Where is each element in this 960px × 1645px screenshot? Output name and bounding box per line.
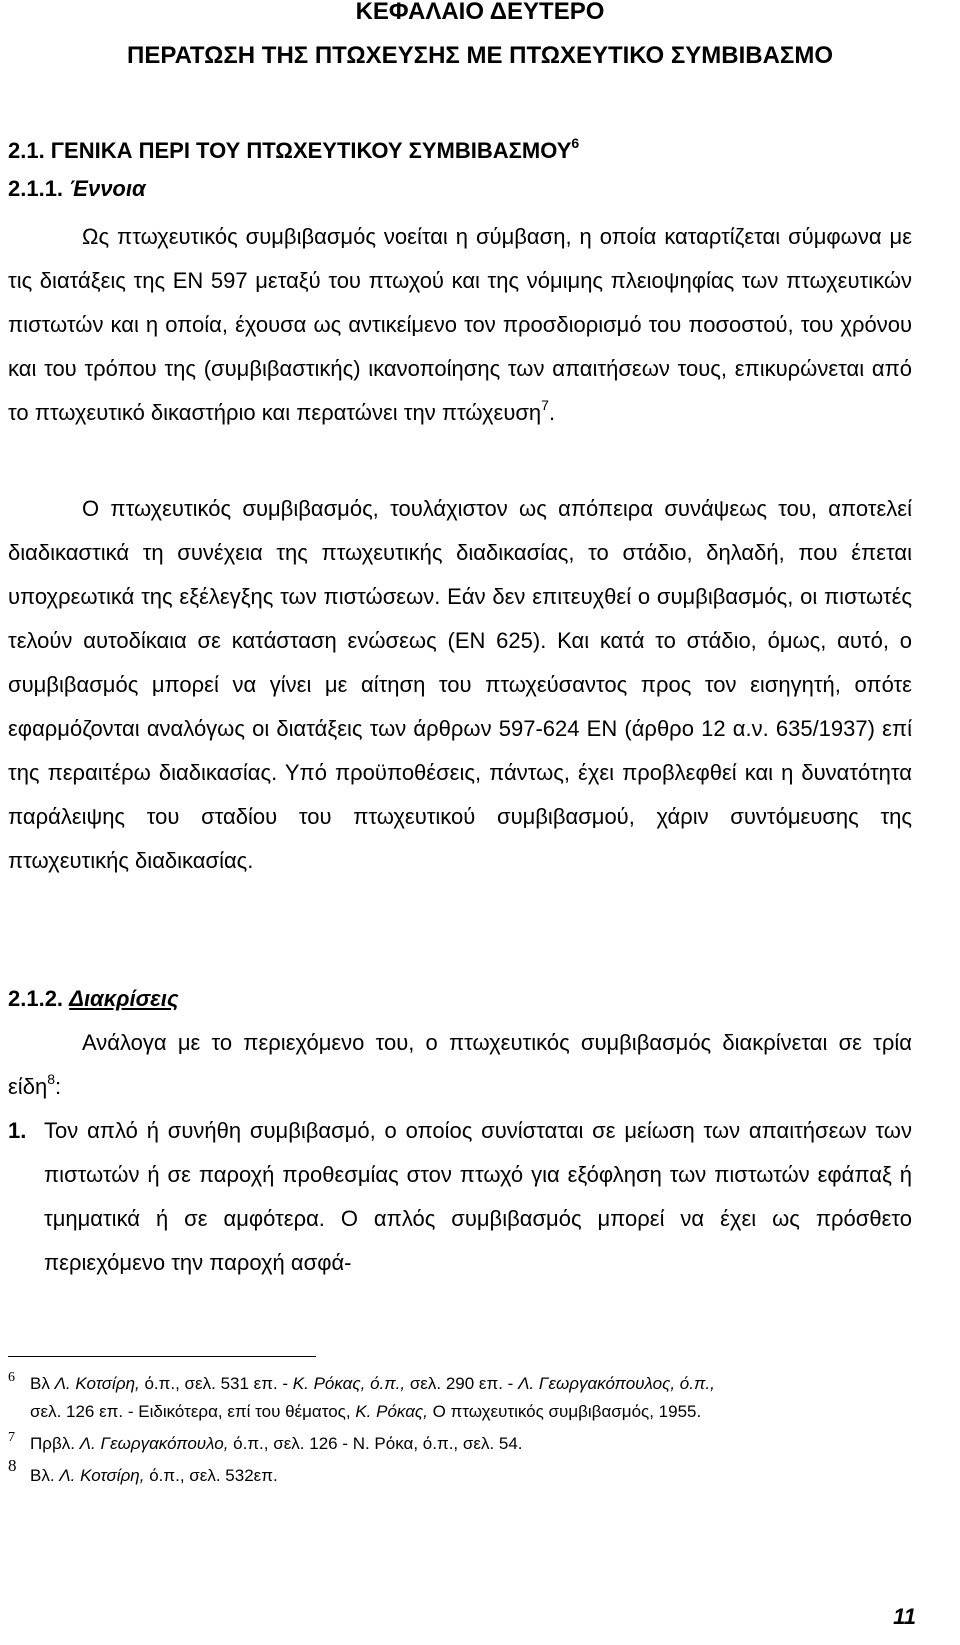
footnote-ref-7: 7 bbox=[541, 397, 549, 413]
footnote-ref-6: 6 bbox=[571, 135, 580, 151]
section-2-1-2-number: 2.1.2. bbox=[8, 986, 64, 1011]
footnote-6-line-1 bbox=[30, 1372, 715, 1396]
footnote-7-author: Λ. Γεωργακόπουλο, bbox=[79, 1434, 229, 1453]
paragraph-procedure-text: Ο πτωχευτικός συμβιβασμός, τουλάχιστον ως απόπειρα συνάψεως του, αποτελεί διαδικαστικά τη συνέχεια της πτωχευτικής διαδικασίας, το στάδιο, δηλαδή, που έπεται υποχρεωτικά της εξέλεγξης των πιστώσεων. Εάν δεν επιτευχθεί ο συμβιβασμός, οι πιστωτές τελούν αυτοδίκαια σε κατάσταση ενώσεως (ΕΝ 625). Και κατά το στάδιο, όμως, αυτό, ο συμβιβασμός μπορεί να γίνει με αίτηση του πτωχεύσαντος προς τον εισηγητή, οπότε εφαρμόζονται αναλόγως οι διατάξεις των άρθρων 597-624 ΕΝ (άρθρο 12 α.ν. 635/1937) επί της περαιτέρω διαδικασίας. Υπό προϋποθέσεις, πάντως, έχει προβλεφθεί και η δυνατότητα παράλειψης του σταδίου του πτωχευτικού συμβιβασμού, χάριν συντόμευσης της πτωχευτικής διαδικασίας. bbox=[8, 496, 912, 873]
paragraph-distinctions: Ανάλογα με το περιεχόμενο του, ο πτωχευτικός συμβιβασμός διακρίνεται σε τρία είδη$^8$: bbox=[8, 1030, 912, 1099]
paragraph-distinctions-text: Ανάλογα με το περιεχόμενο του, ο πτωχευτικός συμβιβασμός διακρίνεται σε τρία είδη bbox=[8, 1030, 912, 1099]
footnote-ref-8: 8 bbox=[47, 1071, 55, 1087]
footnote-6-part: ό.π., σελ. 531 επ. - bbox=[139, 1374, 293, 1393]
footnote-7-mark: 7 bbox=[8, 1430, 15, 1445]
footnote-8-part: Βλ. bbox=[30, 1466, 60, 1485]
footnote-6-part: σελ. 290 επ. - bbox=[405, 1374, 519, 1393]
chapter-title: ΚΕΦΑΛΑΙΟ ΔΕΥΤΕΡΟ bbox=[355, 0, 605, 25]
footnote-6-part: Βλ bbox=[30, 1374, 55, 1393]
footnote-6-author: Κ. Ρόκας, bbox=[355, 1402, 428, 1421]
footnote-6-line-2 bbox=[30, 1400, 701, 1424]
section-2-1-heading bbox=[8, 130, 579, 164]
footnote-7-part: Πρβλ. bbox=[30, 1434, 80, 1453]
paragraph-definition-text: Ως πτωχευτικός συμβιβασμός νοείται η σύμβαση, η οποία καταρτίζεται σύμφωνα με τις διατάξεις της ΕΝ 597 μεταξύ του πτωχού και της νόμιμης πλειοψηφίας των πτωχευτικών πιστωτών και η οποία, έχουσα ως αντικείμενο τον προσδιορισμό του ποσοστού, του χρόνου και του τρόπου της (συμβιβαστικής) ικανοποίησης των απαιτήσεων τους, επικυρώνεται από το πτωχευτικό δικαστήριο και περατώνει την πτώχευση bbox=[8, 224, 912, 425]
footnote-7-part: ό.π., σελ. 126 - Ν. Ρόκα, ό.π., σελ. 54. bbox=[228, 1434, 523, 1453]
section-2-1-2-title: Διακρίσεις bbox=[69, 986, 179, 1011]
footnote-6-author: Λ. Γεωργακόπουλος, ό.π., bbox=[518, 1374, 715, 1393]
section-2-1-2-heading bbox=[8, 986, 179, 1012]
footnote-6-mark: 6 bbox=[8, 1370, 15, 1385]
section-2-1-1-title: Έννοια bbox=[69, 176, 146, 201]
section-2-1-heading-text: 2.1. ΓΕΝΙΚΑ ΠΕΡΙ ΤΟΥ ΠΤΩΧΕΥΤΙΚΟΥ ΣΥΜΒΙΒΑΣΜΟΥ bbox=[8, 138, 572, 163]
footnote-8-mark: 8 bbox=[8, 1456, 17, 1475]
footnote-8-line bbox=[30, 1464, 278, 1488]
footnote-7-line bbox=[30, 1432, 523, 1456]
footnote-8-part: ό.π., σελ. 532επ. bbox=[144, 1466, 278, 1485]
section-2-1-1-heading bbox=[8, 176, 146, 202]
footnote-6-author: Λ. Κοτσίρη, bbox=[54, 1374, 140, 1393]
list-item bbox=[8, 1109, 912, 1285]
section-2-1-1-number: 2.1.1. bbox=[8, 176, 64, 201]
page-number: 11 bbox=[893, 1604, 916, 1629]
footnote-8-author: Λ. Κοτσίρη, bbox=[59, 1466, 145, 1485]
footnote-6-part: Ο πτωχευτικός συμβιβασμός, 1955. bbox=[427, 1402, 702, 1421]
paragraph-definition: Ως πτωχευτικός συμβιβασμός νοείται η σύμβαση, η οποία καταρτίζεται σύμφωνα με τις διατάξεις της ΕΝ 597 μεταξύ του πτωχού και της νόμιμης πλειοψηφίας των πτωχευτικών πιστωτών και η οποία, έχουσα ως αντικείμενο τον προσδιορισμό του ποσοστού, του χρόνου και του τρόπου της (συμβιβαστικής) ικανοποίησης των απαιτήσεων τους, επικυρώνεται από το πτωχευτικό δικαστήριο και περατώνει την πτώχευση$^7$. bbox=[8, 224, 912, 425]
chapter-subtitle: ΠΕΡΑΤΩΣΗ ΤΗΣ ΠΤΩΧΕΥΣΗΣ ΜΕ ΠΤΩΧΕΥΤΙΚΟ ΣΥΜΒΙΒΑΣΜΟ bbox=[127, 42, 833, 69]
paragraph-procedure bbox=[8, 487, 912, 883]
list-item-number: 1. bbox=[8, 1118, 27, 1143]
footnote-separator bbox=[8, 1356, 316, 1357]
footnote-6-part: σελ. 126 επ. - Ειδικότερα, επί του θέματος, bbox=[30, 1402, 356, 1421]
list-item-text: Τον απλό ή συνήθη συμβιβασμό, ο οποίος συνίσταται σε μείωση των απαιτήσεων των πιστωτών ή σε παροχή προθεσμίας στον πτωχό για εξόφληση των πιστωτών εφάπαξ ή τμηματικά ή σε αμφότερα. Ο απλός συμβιβασμός μπορεί να έχει ως πρόσθετο περιεχόμενο την παροχή ασφά- bbox=[44, 1118, 912, 1275]
footnote-6-author: Κ. Ρόκας, ό.π., bbox=[292, 1374, 406, 1393]
